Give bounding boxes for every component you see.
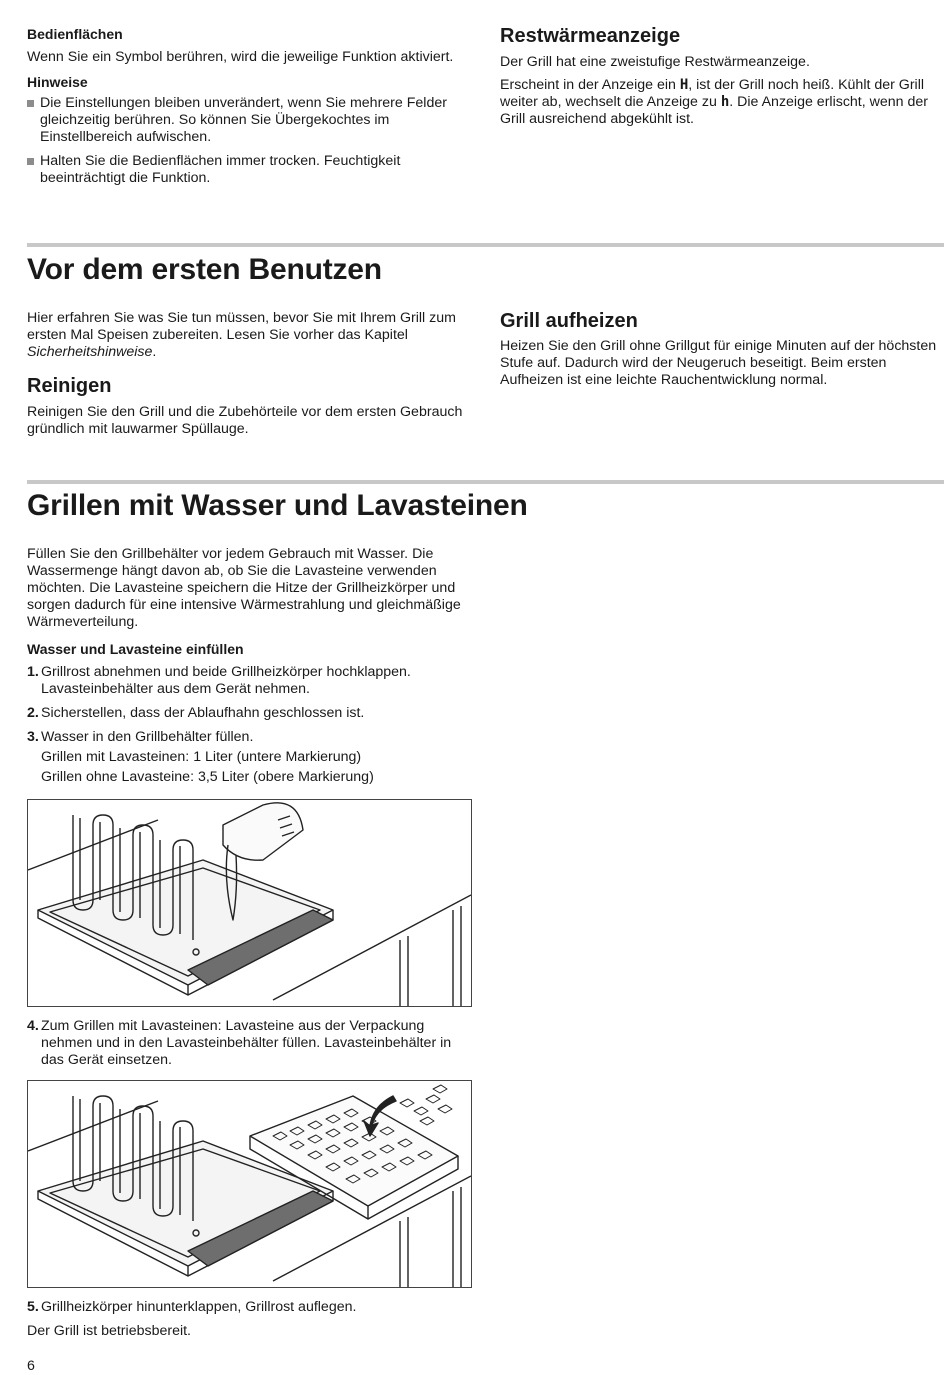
illustration-fill-water xyxy=(27,799,472,1007)
notes-heading: Hinweise xyxy=(27,74,88,90)
step-item xyxy=(27,1299,469,1316)
step-text: Sicherstellen, dass der Ablaufhahn geschlossen ist. xyxy=(41,705,365,721)
residual-heat-section xyxy=(500,24,942,128)
first-use-left xyxy=(27,310,472,438)
section-rule xyxy=(27,243,944,247)
text-fragment: Hier erfahren Sie was Sie tun müssen, bevor Sie mit Ihrem Grill zum ersten Mal Speisen zubereiten. Lesen Sie vorher das Kapitel xyxy=(27,310,456,343)
step-subline: Grillen ohne Lavasteine: 3,5 Liter (obere Markierung) xyxy=(41,769,374,785)
step-text: Zum Grillen mit Lavasteinen: Lavasteine aus der Verpackung nehmen und in den Lavasteinbehälter füllen. Lavasteinbehälter in das Gerät einsetzen. xyxy=(41,1018,452,1068)
residual-heat-line1: Der Grill hat eine zweistufige Restwärmeanzeige. xyxy=(500,54,810,70)
step-number: 3. xyxy=(27,729,39,745)
first-use-intro xyxy=(27,310,472,361)
controls-heading: Bedienflächen xyxy=(27,26,123,42)
grilling-intro-block xyxy=(27,546,467,786)
step-text: Grillheizkörper hinunterklappen, Grillrost auflegen. xyxy=(41,1299,357,1315)
residual-heat-line2 xyxy=(500,77,942,128)
step-text: Wasser in den Grillbehälter füllen. xyxy=(41,729,254,745)
step-item xyxy=(27,729,467,786)
safety-reference: Sicherheitshinweise xyxy=(27,344,153,360)
step-number: 5. xyxy=(27,1299,39,1315)
text-fragment: , ist der Grill noch heiß. Kühlt der Grill weiter ab, wechselt die Anzeige zu xyxy=(500,77,925,110)
cleaning-heading: Reinigen xyxy=(27,375,112,397)
bullet-square-icon xyxy=(27,100,34,107)
cleaning-text: Reinigen Sie den Grill und die Zubehörteile vor dem ersten Gebrauch gründlich mit lauwarmer Spüllauge. xyxy=(27,404,463,437)
text-fragment: Erscheint in der Anzeige ein xyxy=(500,77,680,93)
text-fragment: . Die Anzeige erlischt, wenn der Grill ausreichend abgekühlt ist. xyxy=(500,94,928,127)
grill-water-drawing xyxy=(28,800,471,1006)
illustration-lava-stones xyxy=(27,1080,472,1288)
section-title-grilling: Grillen mit Wasser und Lavasteinen xyxy=(27,489,528,522)
heat-up-heading: Grill aufheizen xyxy=(500,310,638,332)
first-use-right xyxy=(500,309,940,389)
fill-heading: Wasser und Lavasteine einfüllen xyxy=(27,641,244,657)
controls-section xyxy=(27,26,472,187)
note-text: Die Einstellungen bleiben unverändert, wenn Sie mehrere Felder gleichzeitig berühren. So können Sie Übergekochtes im Einstellbereich aufwischen. xyxy=(40,95,447,145)
page-number: 6 xyxy=(27,1358,35,1374)
residual-heat-heading: Restwärmeanzeige xyxy=(500,25,681,47)
step-item xyxy=(27,705,467,722)
display-hot-glyph: H xyxy=(679,77,689,93)
section-title-first-use: Vor dem ersten Benutzen xyxy=(27,253,382,286)
note-text: Halten Sie die Bedienflächen immer trocken. Feuchtigkeit beeinträchtigt die Funktion. xyxy=(40,153,401,186)
heat-up-text: Heizen Sie den Grill ohne Grillgut für einige Minuten auf der höchsten Stufe auf. Dadurch wird der Neugeruch beseitigt. Beim ersten Aufheizen ist eine leichte Rauchentwicklung normal. xyxy=(500,338,937,388)
note-item xyxy=(27,153,472,187)
display-warm-glyph: h xyxy=(720,94,730,110)
step4-block xyxy=(27,1018,469,1069)
step-text: Grillrost abnehmen und beide Grillheizkörper hochklappen. Lavasteinbehälter aus dem Gerät nehmen. xyxy=(41,664,411,697)
step-item xyxy=(27,664,467,698)
result-text: Der Grill ist betriebsbereit. xyxy=(27,1323,191,1339)
step-number: 1. xyxy=(27,664,39,680)
controls-text: Wenn Sie ein Symbol berühren, wird die jeweilige Funktion aktiviert. xyxy=(27,49,454,65)
step-number: 2. xyxy=(27,705,39,721)
section-rule xyxy=(27,480,944,484)
bullet-square-icon xyxy=(27,158,34,165)
step5-block xyxy=(27,1299,469,1340)
grill-lava-drawing xyxy=(28,1081,471,1287)
text-fragment: . xyxy=(152,344,157,360)
note-item xyxy=(27,95,472,146)
grilling-intro: Füllen Sie den Grillbehälter vor jedem Gebrauch mit Wasser. Die Wassermenge hängt davon ab, ob Sie die Lavasteine verwenden möchten. Die Lavasteine speichern die Hitze der Grillheizkörper und sorgen dadurch für eine intensive Wärmestrahlung und gleichmäßige Wärmeverteilung. xyxy=(27,546,461,630)
step-subline: Grillen mit Lavasteinen: 1 Liter (untere Markierung) xyxy=(41,749,362,765)
step-body xyxy=(41,729,374,786)
step-item xyxy=(27,1018,469,1069)
step-number: 4. xyxy=(27,1018,39,1034)
